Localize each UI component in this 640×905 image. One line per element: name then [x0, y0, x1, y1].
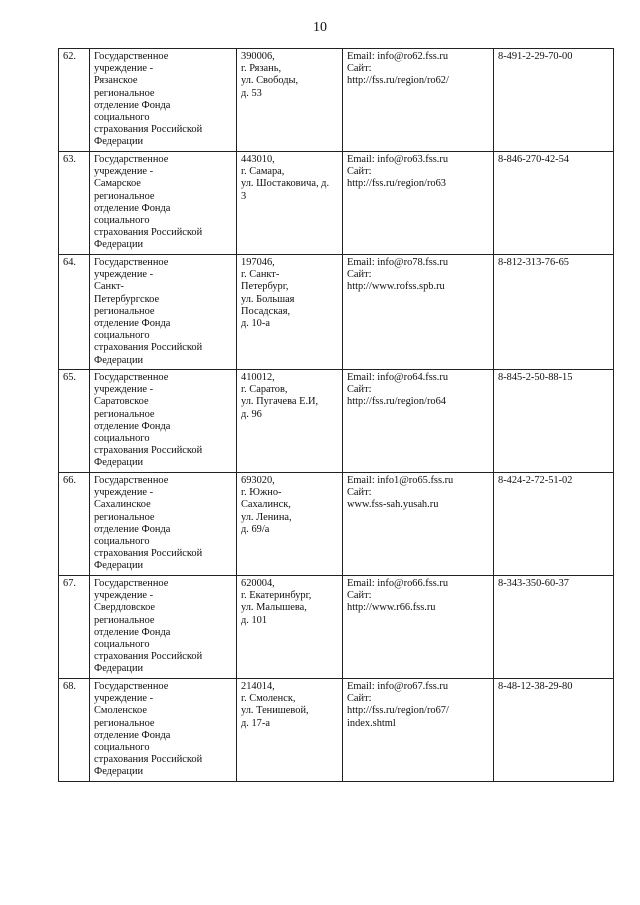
institution-name-line: Федерации: [94, 560, 144, 572]
phone-cell: [494, 473, 614, 576]
row-number: 64.: [63, 257, 76, 268]
institution-name-line: социального: [94, 330, 150, 342]
institution-name-cell: [90, 49, 237, 152]
phone-cell: [494, 152, 614, 255]
row-number: 67.: [63, 578, 76, 589]
contact-cell: [343, 49, 494, 152]
institution-name-line: отделение Фонда: [94, 202, 171, 214]
contact-line: index.shtml: [347, 717, 396, 729]
contact-cell: [343, 473, 494, 576]
row-number-cell: [59, 370, 90, 473]
address-line: д. 69/а: [241, 523, 270, 535]
institution-name-line: Государственное: [94, 475, 169, 486]
institution-name-line: Государственное: [94, 154, 169, 165]
address-cell: [237, 370, 343, 473]
institution-name-line: отделение Фонда: [94, 99, 171, 111]
phone-number: 8-424-2-72-51-02: [498, 475, 573, 486]
contact-cell: [343, 370, 494, 473]
address-line: ул. Большая: [241, 293, 295, 305]
institution-name-line: социального: [94, 536, 150, 548]
address-line: ул. Малышева,: [241, 602, 307, 614]
row-number: 63.: [63, 154, 76, 165]
institution-name-line: Сахалинское: [94, 499, 151, 511]
address-line: г. Екатеринбург,: [241, 590, 312, 602]
institution-name-line: Саратовское: [94, 396, 149, 408]
institution-name-cell: [90, 255, 237, 370]
table-row: [59, 370, 614, 473]
institution-name-line: Петербургское: [94, 293, 160, 305]
contact-line: Сайт:: [347, 63, 372, 75]
institution-name-line: страхования Российской: [94, 342, 203, 354]
contact-line: Email: info@ro64.fss.ru: [347, 372, 449, 383]
institution-name-line: региональное: [94, 87, 155, 99]
address-line: г. Самара,: [241, 166, 285, 178]
institution-name-cell: [90, 679, 237, 782]
institution-name-line: региональное: [94, 614, 155, 626]
institution-name-line: Санкт-: [94, 281, 125, 293]
contact-line: http://www.r66.fss.ru: [347, 602, 436, 614]
table-row: [59, 679, 614, 782]
address-cell: [237, 255, 343, 370]
institution-name-line: отделение Фонда: [94, 626, 171, 638]
institution-name-line: Государственное: [94, 51, 169, 62]
address-line: г. Саратов,: [241, 384, 288, 396]
institution-name-line: региональное: [94, 717, 155, 729]
address-line: д. 17-а: [241, 717, 270, 729]
institution-name-line: отделение Фонда: [94, 318, 171, 330]
institution-name-line: страхования Российской: [94, 124, 203, 136]
address-line: д. 101: [241, 614, 268, 626]
institution-name-line: Федерации: [94, 354, 144, 366]
institution-name-line: региональное: [94, 305, 155, 317]
fss-offices-table: [58, 48, 614, 782]
institution-name-cell: [90, 152, 237, 255]
address-cell: [237, 152, 343, 255]
address-line: г. Рязань,: [241, 63, 282, 75]
institution-name-line: учреждение -: [94, 166, 154, 178]
institution-name-line: Государственное: [94, 257, 169, 268]
contact-line: Email: info@ro78.fss.ru: [347, 257, 449, 268]
institution-name-cell: [90, 370, 237, 473]
address-line: ул. Ленина,: [241, 511, 292, 523]
contact-line: Сайт:: [347, 590, 372, 602]
row-number-cell: [59, 255, 90, 370]
institution-name-line: Смоленское: [94, 705, 147, 717]
contact-line: www.fss-sah.yusah.ru: [347, 499, 439, 511]
table-row: [59, 473, 614, 576]
institution-name-line: Федерации: [94, 136, 144, 148]
institution-name-line: социального: [94, 742, 150, 754]
address-line: 3: [241, 190, 247, 202]
address-line: ул. Тенишевой,: [241, 705, 309, 717]
table-row: [59, 49, 614, 152]
phone-cell: [494, 679, 614, 782]
table-row: [59, 255, 614, 370]
institution-name-line: Рязанское: [94, 75, 138, 87]
institution-name-line: учреждение -: [94, 590, 154, 602]
institution-name-line: региональное: [94, 511, 155, 523]
address-line: д. 10-а: [241, 318, 270, 330]
address-line: 410012,: [241, 372, 275, 383]
contact-line: Email: info@ro62.fss.ru: [347, 51, 449, 62]
institution-name-line: Государственное: [94, 578, 169, 589]
institution-name-cell: [90, 576, 237, 679]
institution-name-line: Государственное: [94, 681, 169, 692]
address-line: д. 53: [241, 87, 262, 99]
institution-name-line: социального: [94, 433, 150, 445]
table-body: [59, 49, 614, 782]
row-number-cell: [59, 679, 90, 782]
phone-cell: [494, 49, 614, 152]
address-line: г. Смоленск,: [241, 693, 296, 705]
contact-line: http://www.rofss.spb.ru: [347, 281, 445, 293]
phone-cell: [494, 370, 614, 473]
contact-line: Email: info@ro67.fss.ru: [347, 681, 449, 692]
phone-number: 8-343-350-60-37: [498, 578, 569, 589]
institution-name-line: страхования Российской: [94, 651, 203, 663]
phone-number: 8-812-313-76-65: [498, 257, 569, 268]
address-cell: [237, 473, 343, 576]
address-line: ул. Свободы,: [241, 75, 299, 87]
institution-name-line: Федерации: [94, 239, 144, 251]
institution-name-line: Федерации: [94, 457, 144, 469]
contact-line: Email: info@ro63.fss.ru: [347, 154, 449, 165]
contact-line: http://fss.ru/region/ro62/: [347, 75, 449, 87]
institution-name-line: отделение Фонда: [94, 523, 171, 535]
institution-name-line: отделение Фонда: [94, 729, 171, 741]
contact-line: Сайт:: [347, 166, 372, 178]
contact-line: Сайт:: [347, 487, 372, 499]
row-number: 66.: [63, 475, 76, 486]
address-line: 390006,: [241, 51, 275, 62]
institution-name-line: Федерации: [94, 663, 144, 675]
row-number-cell: [59, 576, 90, 679]
institution-name-line: региональное: [94, 190, 155, 202]
contact-line: http://fss.ru/region/ro67/: [347, 705, 449, 717]
phone-number: 8-846-270-42-54: [498, 154, 569, 165]
address-line: 197046,: [241, 257, 275, 268]
address-line: Петербург,: [241, 281, 289, 293]
contact-line: Сайт:: [347, 693, 372, 705]
address-line: д. 96: [241, 408, 262, 420]
institution-name-line: учреждение -: [94, 693, 154, 705]
address-line: 443010,: [241, 154, 275, 165]
table-row: [59, 152, 614, 255]
row-number-cell: [59, 473, 90, 576]
contact-line: http://fss.ru/region/ro63: [347, 178, 446, 190]
address-line: г. Южно-: [241, 487, 282, 499]
row-number: 65.: [63, 372, 76, 383]
institution-name-line: учреждение -: [94, 63, 154, 75]
contact-cell: [343, 255, 494, 370]
address-cell: [237, 49, 343, 152]
contact-line: http://fss.ru/region/ro64: [347, 396, 446, 408]
address-cell: [237, 679, 343, 782]
address-line: 214014,: [241, 681, 275, 692]
contact-cell: [343, 152, 494, 255]
phone-number: 8-491-2-29-70-00: [498, 51, 573, 62]
phone-number: 8-845-2-50-88-15: [498, 372, 573, 383]
institution-name-line: социального: [94, 215, 150, 227]
row-number-cell: [59, 49, 90, 152]
institution-name-line: социального: [94, 639, 150, 651]
institution-name-line: страхования Российской: [94, 548, 203, 560]
institution-name-line: страхования Российской: [94, 445, 203, 457]
institution-name-line: страхования Российской: [94, 754, 203, 766]
institution-name-line: социального: [94, 112, 150, 124]
institution-name-line: Государственное: [94, 372, 169, 383]
institution-name-line: Самарское: [94, 178, 141, 190]
phone-number: 8-48-12-38-29-80: [498, 681, 573, 692]
address-line: Посадская,: [241, 305, 291, 317]
address-line: ул. Шостаковича, д.: [241, 178, 330, 190]
address-line: ул. Пугачева Е.И,: [241, 396, 319, 408]
institution-name-line: учреждение -: [94, 487, 154, 499]
address-line: Сахалинск,: [241, 499, 291, 511]
institution-name-cell: [90, 473, 237, 576]
institution-name-line: учреждение -: [94, 269, 154, 281]
address-cell: [237, 576, 343, 679]
contact-line: Сайт:: [347, 269, 372, 281]
table-row: [59, 576, 614, 679]
institution-name-line: учреждение -: [94, 384, 154, 396]
row-number: 62.: [63, 51, 76, 62]
page-number: 10: [313, 20, 327, 35]
institution-name-line: региональное: [94, 408, 155, 420]
phone-cell: [494, 576, 614, 679]
address-line: 620004,: [241, 578, 275, 589]
address-line: г. Санкт-: [241, 269, 280, 281]
institution-name-line: страхования Российской: [94, 227, 203, 239]
institution-name-line: Свердловское: [94, 602, 156, 614]
address-line: 693020,: [241, 475, 275, 486]
row-number: 68.: [63, 681, 76, 692]
institution-name-line: Федерации: [94, 766, 144, 778]
contact-cell: [343, 679, 494, 782]
contact-cell: [343, 576, 494, 679]
contact-line: Сайт:: [347, 384, 372, 396]
contact-line: Email: info@ro66.fss.ru: [347, 578, 449, 589]
contact-line: Email: info1@ro65.fss.ru: [347, 475, 454, 486]
row-number-cell: [59, 152, 90, 255]
institution-name-line: отделение Фонда: [94, 420, 171, 432]
phone-cell: [494, 255, 614, 370]
